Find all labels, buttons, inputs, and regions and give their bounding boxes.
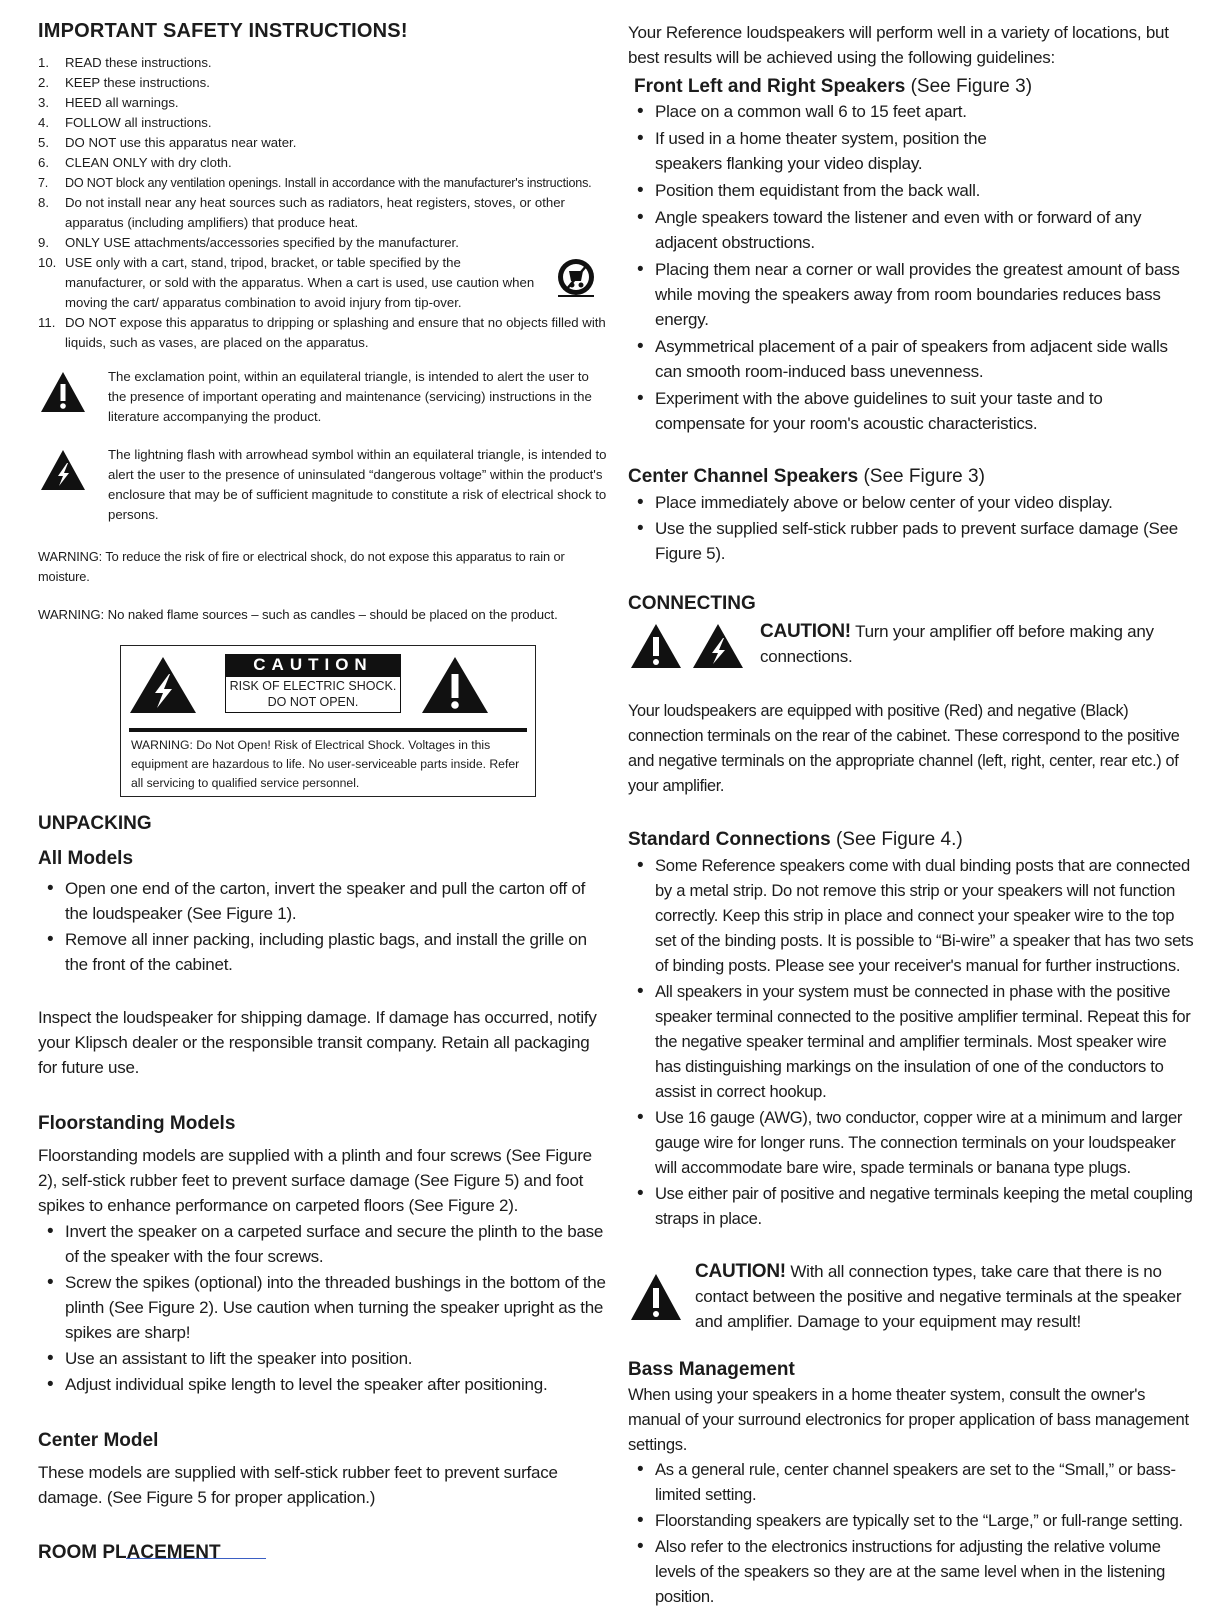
exclamation-triangle-icon — [630, 1273, 682, 1321]
caution-label: CAUTION! — [695, 1261, 786, 1282]
caution-line-2: DO NOT OPEN. — [267, 695, 359, 709]
caution-label — [225, 654, 401, 713]
list-item: • Remove all inner packing, including plastic bags, and install the grille on the front of the cabinet. — [38, 927, 608, 977]
bass-management-title: Bass Management — [628, 1359, 795, 1380]
lightning-triangle-icon — [129, 656, 197, 714]
front-speakers-title: Front Left and Right Speakers (See Figure 3) — [634, 76, 1033, 97]
divider — [126, 1558, 266, 1559]
center-channel-list — [628, 490, 1194, 566]
warning-flame: WARNING: No naked flame sources – such as candles – should be placed on the product. — [38, 607, 558, 622]
caution-text: Turn your amplifier off before making any connections. — [760, 622, 1154, 666]
caution-text: With all connection types, take care that there is no contact between the positive and negative terminals at the speaker and amplifier. Damage to your equipment may result! — [695, 1262, 1182, 1331]
list-item: • Asymmetrical placement of a pair of speakers from adjacent side walls can smooth room-induced bass unevenness. — [628, 334, 1194, 384]
list-item: • Use an assistant to lift the speaker into position. — [38, 1346, 608, 1371]
list-item: • Use the supplied self-stick rubber pads to prevent surface damage (See Figure 5). — [628, 516, 1194, 566]
divider — [129, 728, 527, 732]
connecting-caution — [628, 619, 1194, 671]
list-item: 8. Do not install near any heat sources such as radiators, heat registers, stoves, or other apparatus (including amplifiers) that produce heat. — [38, 195, 565, 230]
exclamation-triangle-icon — [421, 656, 489, 714]
floorstanding-text: Floorstanding models are supplied with a plinth and four screws (See Figure 2), self-stick rubber feet to prevent surface damage (See Figure 5) and foot spikes to enhance performance on carpeted floors (See Figure 2). — [38, 1146, 592, 1215]
list-item: • Open one end of the carton, invert the speaker and pull the carton off of the loudspeaker (See Figure 1). — [38, 876, 608, 926]
list-item: 7. DO NOT block any ventilation openings. Install in accordance with the manufacturer's instructions. — [38, 176, 592, 190]
standard-connections-list — [628, 853, 1194, 1231]
lightning-triangle-icon — [40, 449, 86, 491]
list-item: • Screw the spikes (optional) into the threaded bushings in the bottom of the plinth (See Figure 2). Use caution when turning the speaker upright as the spikes are sharp! — [38, 1270, 608, 1345]
bass-management-text: When using your speakers in a home theater system, consult the owner's manual of your surround electronics for proper application of bass management settings. — [628, 1385, 1189, 1454]
unpacking-title: UNPACKING — [38, 813, 152, 834]
list-item: • If used in a home theater system, position the speakers flanking your video display. — [628, 126, 1194, 176]
caution-title: CAUTION — [225, 654, 401, 676]
placement-intro: Your Reference loudspeakers will perform well in a variety of locations, but best results will be achieved using the following guidelines: — [628, 23, 1169, 67]
caution-warning: WARNING: Do Not Open! Risk of Electrical Shock. Voltages in this equipment are hazardous to life. No user-serviceable parts inside. Refer all servicing to qualified service personnel. — [131, 738, 520, 790]
standard-connections-title: Standard Connections (See Figure 4.) — [628, 829, 963, 850]
inspect-text: Inspect the loudspeaker for shipping damage. If damage has occurred, notify your Klipsch dealer or the responsible transit company. Retain all packaging for future use. — [38, 1008, 597, 1077]
list-item: • Place on a common wall 6 to 15 feet apart. — [628, 99, 1194, 124]
list-item: • All speakers in your system must be connected in phase with the positive speaker terminal connected to the positive amplifier terminal. Repeat this for the negative speaker terminal and amplifier terminals. Most speaker wire has distinguishing markings on the insulation of one of the conductors to assist in correct hookup. — [628, 979, 1194, 1104]
list-item: • Placing them near a corner or wall provides the greatest amount of bass while moving the speakers away from room boundaries reduces bass energy. — [628, 257, 1194, 332]
safety-list — [38, 53, 608, 353]
exclamation-note: The exclamation point, within an equilateral triangle, is intended to alert the user to the presence of important operating and maintenance (servicing) instructions in the literature accompanying the product. — [38, 367, 608, 427]
connecting-text: Your loudspeakers are equipped with positive (Red) and negative (Black) connection terminals on the rear of the cabinet. These correspond to the positive and negative terminals on the appropriate channel (left, right, center, rear etc.) of your amplifier. — [628, 702, 1180, 795]
lightning-triangle-icon — [692, 623, 744, 669]
front-speakers-list — [628, 99, 1194, 436]
lightning-note: The lightning flash with arrowhead symbol within an equilateral triangle, is intended to alert the user to the presence of uninsulated “dangerous voltage” within the product's enclosure that may be of sufficient magnitude to constitute a risk of electrical shock to persons. — [38, 445, 608, 525]
room-placement-title: ROOM PLACEMENT — [38, 1542, 221, 1563]
list-item: 10. USE only with a cart, stand, tripod, bracket, or table specified by the manufacturer, or sold with the apparatus. When a cart is used, use caution when moving the cart/ apparatus combination to avoid injury from tip-over. — [38, 253, 608, 313]
list-item: 2. KEEP these instructions. — [38, 75, 210, 90]
list-item: • Experiment with the above guidelines to suit your taste and to compensate for your room's acoustic characteristics. — [628, 386, 1194, 436]
connecting-title: CONNECTING — [628, 593, 756, 614]
list-item: • As a general rule, center channel speakers are set to the “Small,” or bass-limited setting. — [628, 1457, 1194, 1507]
caution-box — [120, 645, 536, 797]
list-item: • Also refer to the electronics instructions for adjusting the relative volume levels of the speakers so they are at the same level when in the listening position. — [628, 1534, 1194, 1609]
center-model-text: These models are supplied with self-stick rubber feet to prevent surface damage. (See Figure 5 for proper application.) — [38, 1463, 558, 1507]
caution-label: CAUTION! — [760, 621, 851, 642]
list-item: • Adjust individual spike length to level the speaker after positioning. — [38, 1372, 608, 1397]
exclamation-triangle-icon — [40, 371, 86, 413]
floorstanding-title: Floorstanding Models — [38, 1113, 236, 1134]
list-item: • Some Reference speakers come with dual binding posts that are connected by a metal strip. Do not remove this strip or your speakers will not function correctly. Keep this strip in place and connect your speaker wire to the top set of the binding posts. It is possible to “Bi-wire” a speaker that has two sets of binding posts. Please see your receiver's manual for further instructions. — [628, 853, 1194, 978]
list-item: 4. FOLLOW all instructions. — [38, 115, 212, 130]
list-item: • Invert the speaker on a carpeted surface and secure the plinth to the base of the speaker with the four screws. — [38, 1219, 608, 1269]
center-channel-title: Center Channel Speakers (See Figure 3) — [628, 466, 985, 487]
all-models-title: All Models — [38, 848, 134, 869]
cart-tipover-icon — [556, 257, 596, 297]
list-item: 11. DO NOT expose this apparatus to dripping or splashing and ensure that no objects filled with liquids, such as vases, are placed on the apparatus. — [38, 315, 606, 350]
list-item: 6. CLEAN ONLY with dry cloth. — [38, 155, 232, 170]
list-item: • Use either pair of positive and negative terminals keeping the metal coupling straps in place. — [628, 1181, 1194, 1231]
list-item: 5. DO NOT use this apparatus near water. — [38, 135, 297, 150]
warning-moisture: WARNING: To reduce the risk of fire or electrical shock, do not expose this apparatus to rain or moisture. — [38, 549, 565, 584]
list-item: • Position them equidistant from the back wall. — [628, 178, 1194, 203]
list-item: • Place immediately above or below center of your video display. — [628, 490, 1194, 515]
list-item: • Angle speakers toward the listener and even with or forward of any adjacent obstructions. — [628, 205, 1194, 255]
left-column — [38, 20, 608, 1564]
center-model-title: Center Model — [38, 1430, 159, 1451]
list-item: 3. HEED all warnings. — [38, 95, 179, 110]
floorstanding-list — [38, 1219, 608, 1397]
exclamation-triangle-icon — [630, 623, 682, 669]
connection-caution — [628, 1259, 1194, 1337]
caution-line-1: RISK OF ELECTRIC SHOCK. — [229, 679, 397, 693]
list-item: 9. ONLY USE attachments/accessories specified by the manufacturer. — [38, 235, 459, 250]
safety-title: IMPORTANT SAFETY INSTRUCTIONS! — [38, 20, 408, 42]
all-models-list — [38, 876, 608, 977]
bass-management-list — [628, 1457, 1194, 1609]
list-item: • Use 16 gauge (AWG), two conductor, copper wire at a minimum and larger gauge wire for longer runs. The connection terminals on your loudspeaker will accommodate bare wire, spade terminals or banana type plugs. — [628, 1105, 1194, 1180]
right-column — [628, 20, 1194, 1609]
list-item: • Floorstanding speakers are typically set to the “Large,” or full-range setting. — [628, 1508, 1194, 1533]
list-item: 1. READ these instructions. — [38, 55, 212, 70]
